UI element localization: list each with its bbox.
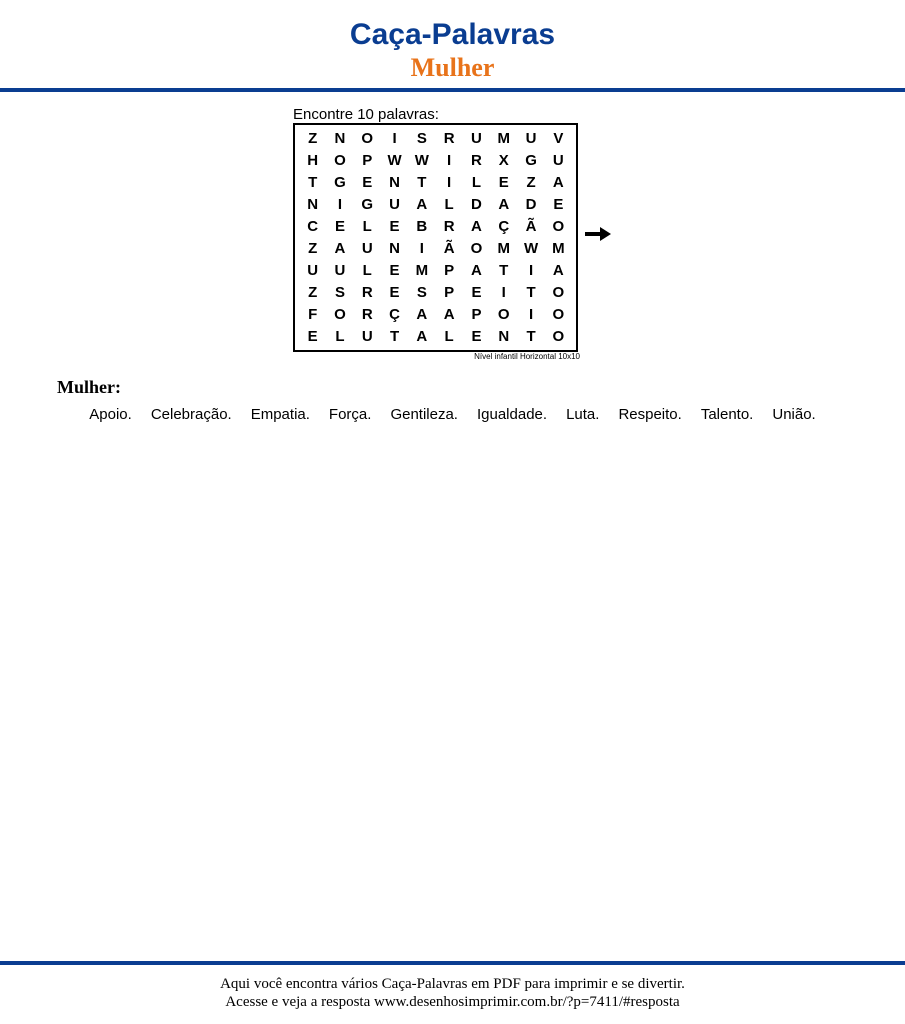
grid-cell: E (307, 328, 318, 346)
grid-cell: M (497, 129, 510, 147)
grid-cell: E (471, 284, 482, 302)
grid-cell: E (389, 284, 400, 302)
grid-cell: U (552, 151, 564, 169)
grid-cell: G (525, 151, 537, 169)
grid-cell: D (525, 195, 537, 213)
grid-cell: L (335, 328, 345, 346)
grid-cell: U (525, 129, 537, 147)
grid-cell: A (552, 173, 564, 191)
grid-cell: R (443, 129, 455, 147)
grid-cell: I (392, 129, 397, 147)
word-item: Apoio. (89, 406, 132, 423)
grid-cell: E (389, 217, 400, 235)
grid-cell: A (552, 262, 564, 280)
grid-cell: I (447, 151, 452, 169)
grid-cell: I (419, 240, 424, 258)
grid-cell: Ã (443, 240, 455, 258)
grid-cell: P (471, 306, 482, 324)
page-title: Caça-Palavras (349, 18, 556, 51)
word-item: Gentileza. (390, 406, 458, 423)
grid-cell: E (389, 262, 400, 280)
grid-cell: O (497, 306, 510, 324)
grid-cell: O (552, 306, 565, 324)
grid-cell: L (444, 195, 454, 213)
grid-cell: T (526, 328, 536, 346)
grid-cell: G (334, 173, 346, 191)
grid-cell: L (444, 328, 454, 346)
grid-cell: M (552, 240, 565, 258)
grid-cell: E (553, 195, 564, 213)
grid-cell: U (361, 240, 373, 258)
grid-cell: O (552, 284, 565, 302)
word-item: Respeito. (618, 406, 682, 423)
word-item: União. (772, 406, 816, 423)
word-item: Força. (328, 406, 372, 423)
grid-cell: A (498, 195, 510, 213)
grid-cell: A (416, 195, 428, 213)
grid-cell: R (443, 217, 455, 235)
grid-cell: T (526, 284, 536, 302)
grid-cell: U (361, 328, 373, 346)
grid-cell: N (307, 195, 319, 213)
grid-cell: T (389, 328, 400, 346)
word-item: Talento. (700, 406, 754, 423)
grid-cell: O (552, 328, 565, 346)
grid-cell: N (389, 173, 400, 191)
grid-cell: A (334, 240, 346, 258)
grid-cell: E (362, 173, 373, 191)
grid-cell: U (471, 129, 482, 147)
word-item: Empatia. (250, 406, 310, 423)
grid-cell: U (307, 262, 319, 280)
grid-cell: P (362, 151, 373, 169)
grid-cell: T (499, 262, 509, 280)
grid-cell: Z (308, 129, 318, 147)
grid-cell: N (389, 240, 400, 258)
grid-cell: Z (526, 173, 536, 191)
grid-cell: S (416, 284, 427, 302)
grid-cell: Z (308, 284, 318, 302)
grid-cell: I (501, 284, 506, 302)
grid-cell: A (416, 328, 428, 346)
grid-cell: S (334, 284, 345, 302)
grid-cell: O (334, 151, 346, 169)
grid-cell: G (361, 195, 374, 213)
grid-cell: U (334, 262, 346, 280)
grid-cell: L (362, 217, 372, 235)
grid-cell: R (361, 284, 373, 302)
page-subtitle: Mulher (410, 53, 495, 82)
header-divider (0, 88, 905, 92)
grid-cell: E (471, 328, 482, 346)
footer-line-2: Acesse e veja a resposta www.desenhosimprimir.com.br/?p=7411/#resposta (225, 994, 680, 1010)
grid-cell: D (471, 195, 482, 213)
grid-cell: W (523, 240, 539, 258)
word-item: Luta. (566, 406, 600, 423)
grid-cell: L (471, 173, 482, 191)
grid-cell: Ã (525, 217, 537, 235)
grid-cell: L (362, 262, 372, 280)
grid-cell: T (417, 173, 427, 191)
footer-line-1: Aqui você encontra vários Caça-Palavras em PDF para imprimir e se divertir. (220, 976, 685, 992)
grid-cell: H (307, 151, 319, 169)
puzzle-instruction: Encontre 10 palavras: (293, 106, 439, 123)
word-list-title: Mulher: (57, 377, 121, 397)
word-item: Celebração. (150, 406, 232, 423)
grid-cell: O (361, 129, 374, 147)
grid-cell: U (389, 195, 400, 213)
grid-cell: O (552, 217, 565, 235)
grid-cell: A (416, 306, 428, 324)
grid-cell: I (528, 262, 534, 280)
grid-cell: C (307, 217, 319, 235)
grid-cell: R (361, 306, 373, 324)
grid-cell: I (447, 173, 452, 191)
grid-cell: M (497, 240, 510, 258)
grid-cell: V (553, 129, 564, 147)
grid-cell: Z (308, 240, 318, 258)
grid-cell: O (470, 240, 483, 258)
grid-cell: Ç (389, 306, 400, 324)
level-label: Nível infantil Horizontal 10x10 (474, 352, 580, 361)
grid-cell: A (443, 306, 455, 324)
grid-cell: T (308, 173, 318, 191)
grid-cell: N (334, 129, 346, 147)
grid-cell: R (471, 151, 482, 169)
grid-cell: I (528, 306, 534, 324)
grid-cell: P (444, 262, 455, 280)
grid-cell: B (416, 217, 428, 235)
grid-cell: A (471, 217, 482, 235)
word-search-grid (293, 123, 578, 352)
grid-cell: S (416, 129, 427, 147)
grid-cell: X (498, 151, 509, 169)
grid-cell: O (334, 306, 346, 324)
grid-cell: P (444, 284, 455, 302)
footer-divider (0, 961, 905, 965)
grid-cell: W (387, 151, 402, 169)
grid-cell: N (498, 328, 510, 346)
arrow-right-icon (585, 227, 611, 241)
word-item: Igualdade. (476, 406, 548, 423)
grid-cell: F (308, 306, 318, 324)
word-list (50, 404, 855, 426)
grid-cell: E (498, 173, 509, 191)
grid-cell: A (471, 262, 482, 280)
grid-cell: M (415, 262, 429, 280)
grid-cell: Ç (498, 217, 510, 235)
grid-cell: E (334, 217, 345, 235)
grid-cell: W (414, 151, 429, 169)
grid-cell: I (337, 195, 343, 213)
